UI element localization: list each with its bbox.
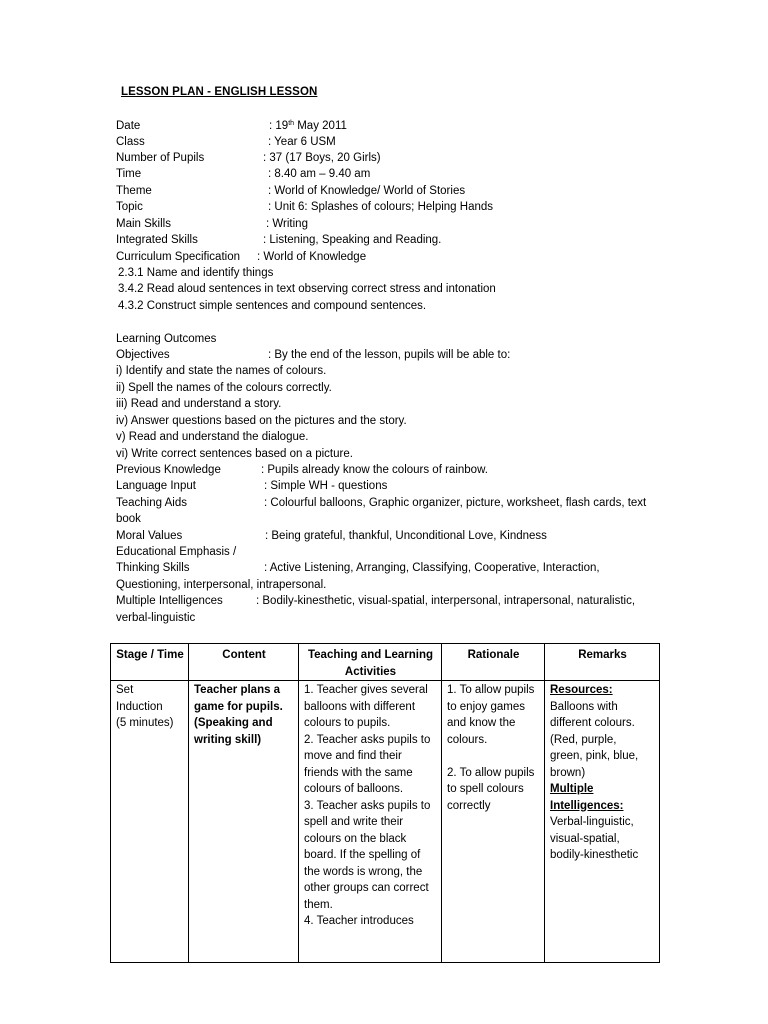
info-label: Integrated Skills xyxy=(116,234,198,246)
info-value: : 8.40 am – 9.40 am xyxy=(268,168,371,180)
previous-knowledge-label: Previous Knowledge xyxy=(116,464,221,476)
info-value: : Writing xyxy=(266,218,308,230)
lesson-table xyxy=(110,643,660,963)
multiple-intelligences-cont: verbal-linguistic xyxy=(116,612,196,624)
resources-label: Resources: xyxy=(550,684,613,696)
activity-line: 1. Teacher gives several xyxy=(304,684,428,696)
multiple-intelligences-remark-label: Multiple xyxy=(550,783,594,795)
rationale-line: to spell colours xyxy=(447,783,524,795)
remarks-line: brown) xyxy=(550,766,586,779)
objective-item: vi) Write correct sentences based on a picture. xyxy=(116,448,353,460)
activity-line: colours to pupils. xyxy=(304,717,391,729)
activity-line: them. xyxy=(304,898,333,911)
info-value-text: : 19 xyxy=(269,120,289,132)
header-content: Content xyxy=(189,644,299,681)
learning-outcomes-label: Learning Outcomes xyxy=(116,333,217,345)
multiple-intelligences-remark-label: Intelligences: xyxy=(550,799,624,812)
table-header-row xyxy=(111,644,660,681)
activity-line: friends with the same xyxy=(304,766,413,779)
objective-item: i) Identify and state the names of colours. xyxy=(116,365,327,377)
teaching-aids-cont: book xyxy=(116,513,141,525)
info-label: Topic xyxy=(116,201,143,213)
remarks-line: Verbal-linguistic, xyxy=(550,816,634,828)
ordinal-suffix: th xyxy=(288,120,295,127)
educational-emphasis-label: Educational Emphasis / xyxy=(116,546,237,558)
objectives-value: : By the end of the lesson, pupils will be able to: xyxy=(268,349,511,361)
activity-line: balloons with different xyxy=(304,700,416,713)
header-stage-time: Stage / Time xyxy=(111,644,189,681)
activity-line: other groups can correct xyxy=(304,882,429,894)
info-value: : Unit 6: Splashes of colours; Helping Hands xyxy=(268,201,494,213)
thinking-skills-value: : Active Listening, Arranging, Classifying, Cooperative, Interaction, xyxy=(264,562,600,574)
activity-line: spell and write their xyxy=(304,816,404,828)
activity-line: 2. Teacher asks pupils to xyxy=(304,733,431,746)
activity-line: 3. Teacher asks pupils to xyxy=(304,799,431,812)
rationale-line: to enjoy games xyxy=(447,700,525,713)
stage-line: (5 minutes) xyxy=(116,717,174,729)
content-line: writing skill) xyxy=(194,733,262,746)
stage-line: Induction xyxy=(116,700,163,713)
moral-values-label: Moral Values xyxy=(116,530,183,542)
header-activities: Teaching and Learning Activities xyxy=(299,644,442,681)
remarks-line: (Red, purple, xyxy=(550,733,617,746)
teaching-aids-value: : Colourful balloons, Graphic organizer, picture, worksheet, flash cards, text xyxy=(264,497,647,509)
activity-line: move and find their xyxy=(304,750,402,762)
table-row xyxy=(111,681,660,963)
objective-item: v) Read and understand the dialogue. xyxy=(116,431,309,443)
info-label: Class xyxy=(116,136,145,148)
spec-item: 3.4.2 Read aloud sentences in text observing correct stress and intonation xyxy=(118,283,496,295)
remarks-line: different colours. xyxy=(550,717,635,729)
remarks-line: visual-spatial, xyxy=(550,832,620,845)
activity-line: colours on the black xyxy=(304,832,407,845)
remarks-line: green, pink, blue, xyxy=(550,750,639,762)
cell-activities xyxy=(299,681,442,963)
cell-stage xyxy=(111,681,189,963)
info-label: Main Skills xyxy=(116,218,171,230)
activity-line: board. If the spelling of xyxy=(304,849,421,861)
activity-line: colours of balloons. xyxy=(304,783,404,795)
info-value: : Year 6 USM xyxy=(268,136,336,148)
activity-line: 4. Teacher introduces xyxy=(304,915,414,927)
content-line: Teacher plans a xyxy=(194,684,281,696)
language-input-label: Language Input xyxy=(116,480,196,492)
content-line: game for pupils. xyxy=(194,700,283,713)
remarks-line: Balloons with xyxy=(550,700,618,713)
info-label: Theme xyxy=(116,185,152,197)
rationale-line: colours. xyxy=(447,733,488,746)
cell-remarks xyxy=(545,681,660,963)
moral-values-value: : Being grateful, thankful, Unconditional Love, Kindness xyxy=(265,530,547,542)
header-remarks: Remarks xyxy=(545,644,660,681)
rationale-line: 1. To allow pupils xyxy=(447,684,535,696)
cell-rationale xyxy=(442,681,545,963)
info-label: Number of Pupils xyxy=(116,152,205,164)
objective-item: ii) Spell the names of the colours correctly. xyxy=(116,382,332,394)
objective-item: iii) Read and understand a story. xyxy=(116,398,282,410)
language-input-value: : Simple WH - questions xyxy=(264,480,388,492)
remarks-line: bodily-kinesthetic xyxy=(550,849,639,861)
info-label: Curriculum Specification xyxy=(116,251,240,263)
thinking-skills-label: Thinking Skills xyxy=(116,562,190,574)
info-value-text: May 2011 xyxy=(294,120,347,132)
info-value: : 37 (17 Boys, 20 Girls) xyxy=(263,152,381,164)
activity-line: the words is wrong, the xyxy=(304,865,423,878)
info-label: Time xyxy=(116,168,142,180)
info-value: : World of Knowledge/ World of Stories xyxy=(268,185,466,197)
multiple-intelligences-value: : Bodily-kinesthetic, visual-spatial, interpersonal, intrapersonal, naturalistic, xyxy=(256,595,636,607)
spec-item: 4.3.2 Construct simple sentences and compound sentences. xyxy=(118,300,427,312)
multiple-intelligences-label: Multiple Intelligences xyxy=(116,595,223,607)
info-value: : World of Knowledge xyxy=(257,251,367,263)
objectives-label: Objectives xyxy=(116,349,170,361)
info-value xyxy=(269,118,347,134)
objective-item: iv) Answer questions based on the pictures and the story. xyxy=(116,415,407,427)
rationale-line: 2. To allow pupils xyxy=(447,766,535,779)
teaching-aids-label: Teaching Aids xyxy=(116,497,187,509)
header-rationale: Rationale xyxy=(442,644,545,681)
info-label: Date xyxy=(116,120,141,132)
content-line: (Speaking and xyxy=(194,717,273,729)
page-title: LESSON PLAN - ENGLISH LESSON xyxy=(121,86,318,98)
spec-item: 2.3.1 Name and identify things xyxy=(118,267,274,279)
rationale-line: and know the xyxy=(447,717,516,729)
thinking-skills-cont: Questioning, interpersonal, intrapersonal. xyxy=(116,579,327,591)
cell-content xyxy=(189,681,299,963)
info-value: : Listening, Speaking and Reading. xyxy=(263,234,442,246)
previous-knowledge-value: : Pupils already know the colours of rainbow. xyxy=(261,464,488,476)
rationale-line: correctly xyxy=(447,799,491,812)
stage-line: Set xyxy=(116,684,134,696)
